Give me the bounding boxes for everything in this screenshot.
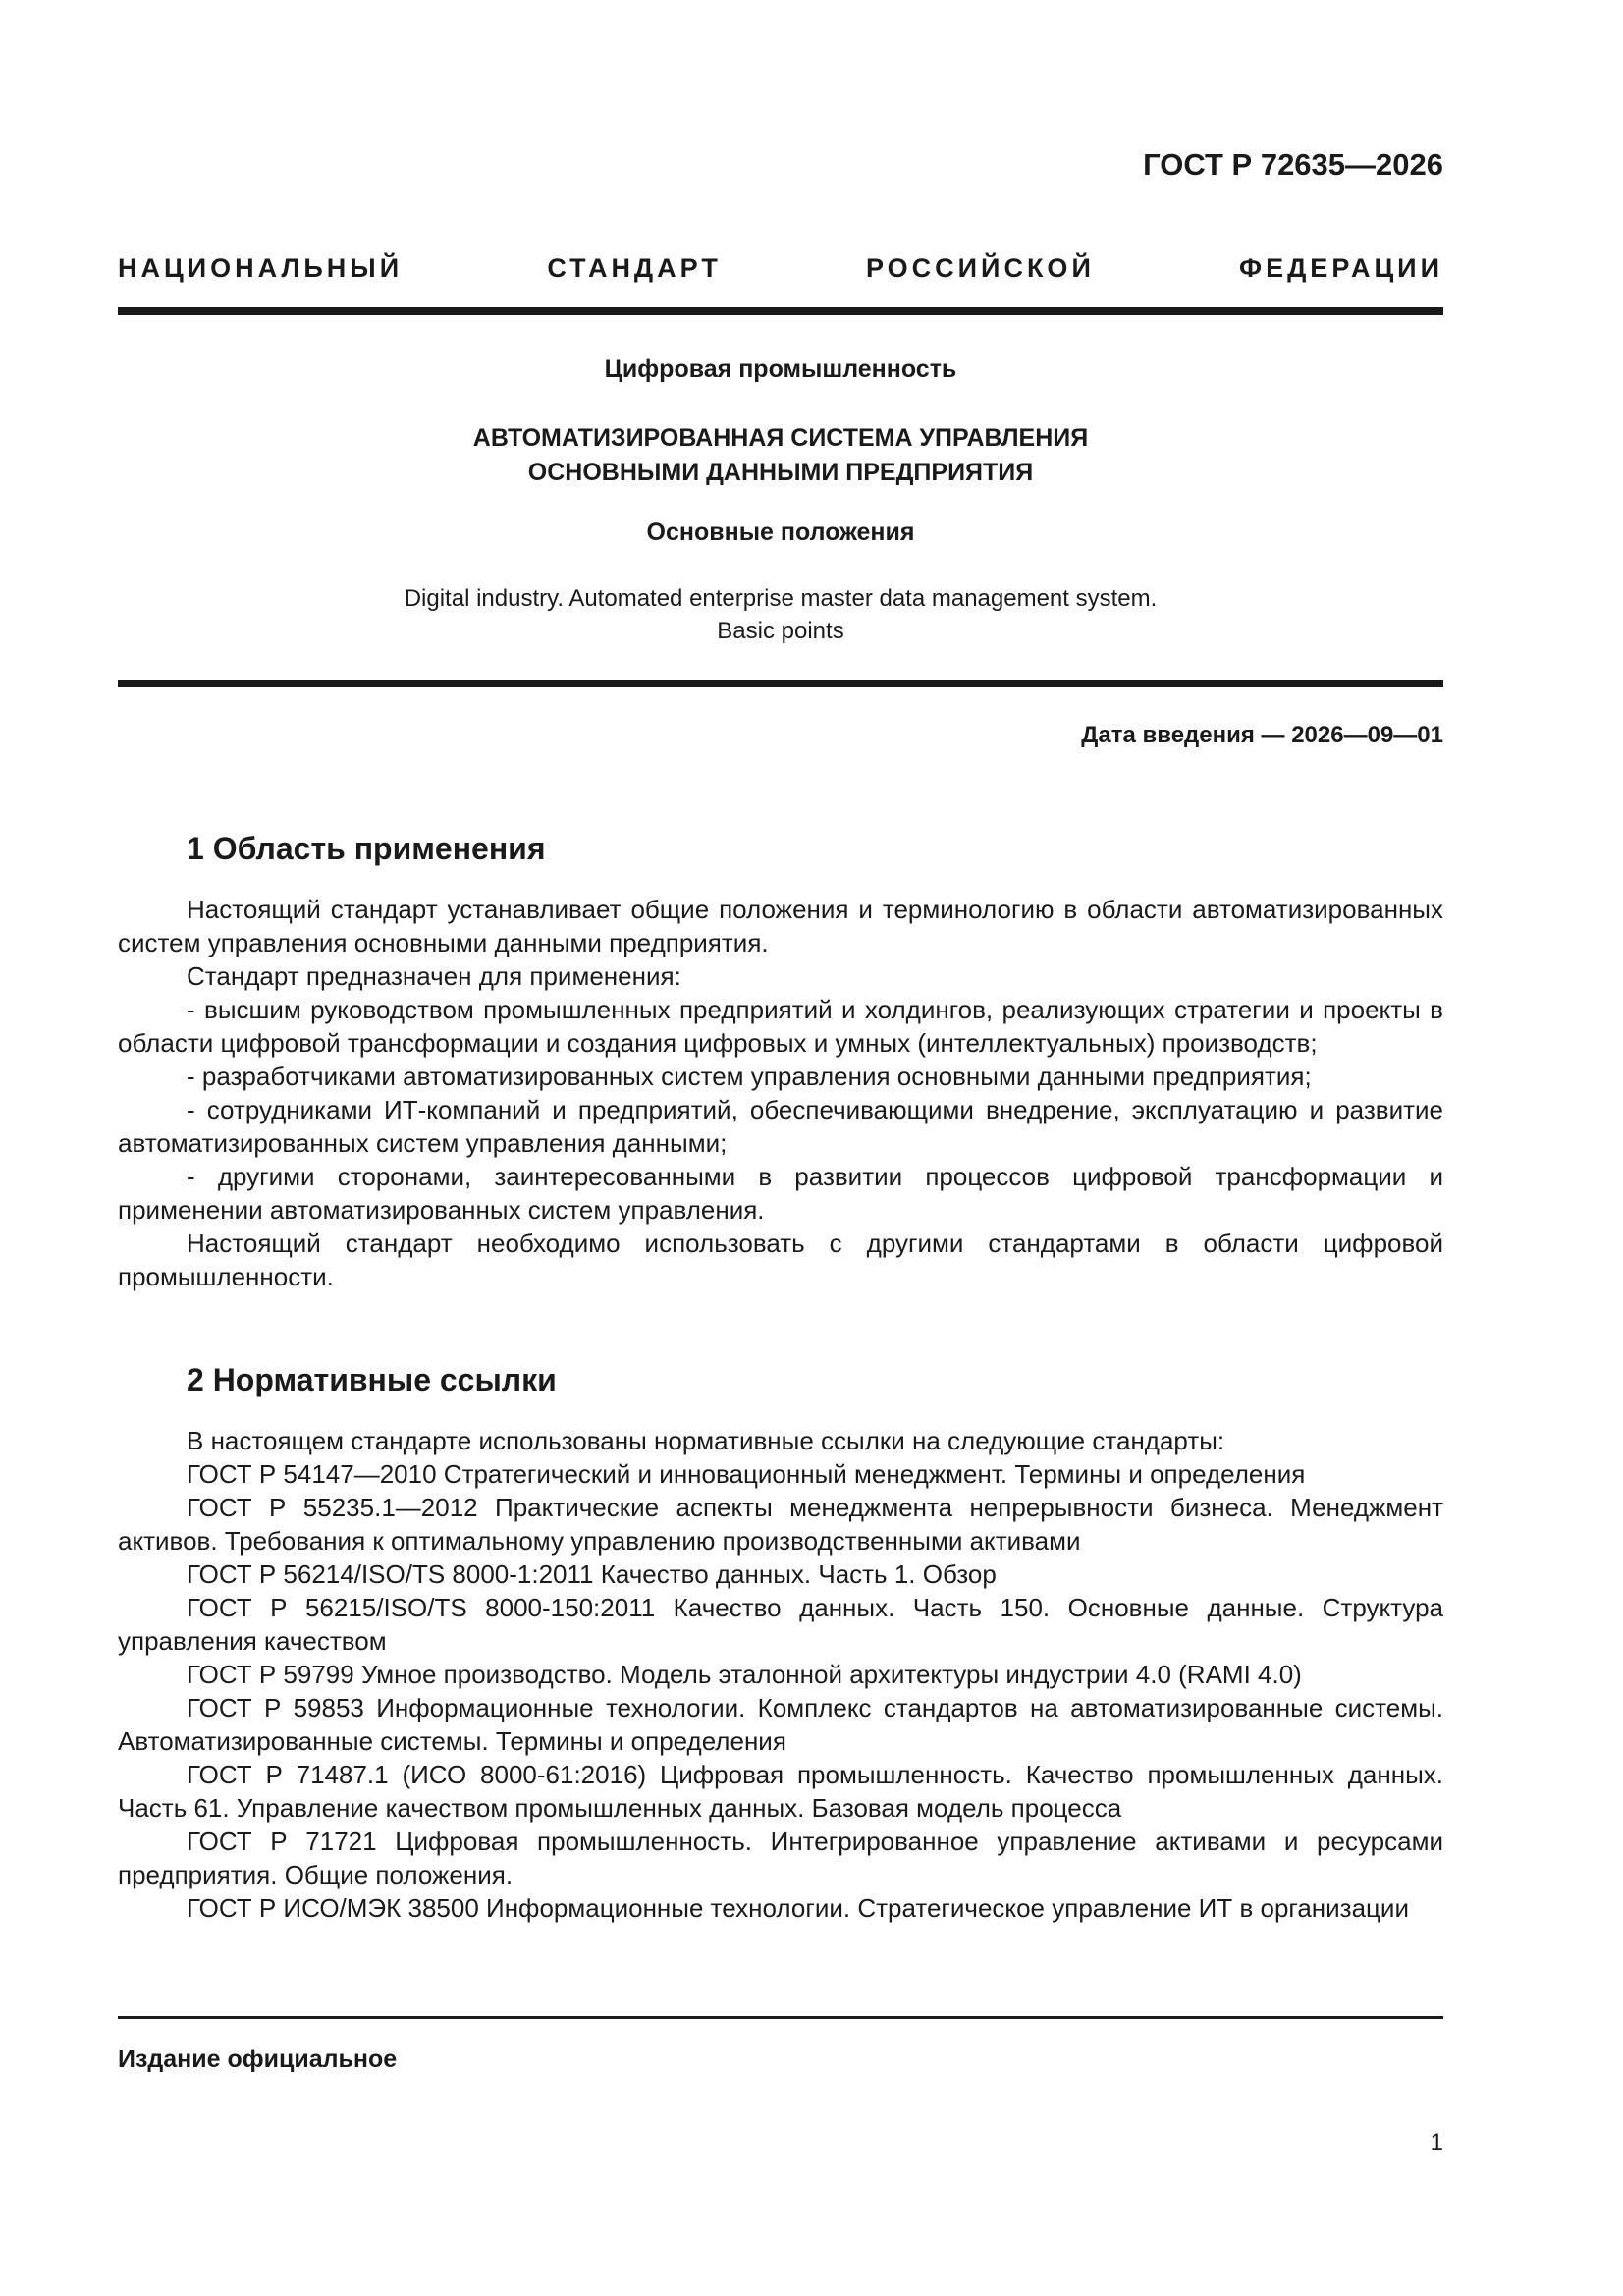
introduction-date: Дата введения — 2026—09—01 bbox=[1081, 722, 1443, 748]
section-1-list-item: - высшим руководством промышленных предприятий и холдингов, реализующих стратегии и проекты в области цифровой трансформации и создания цифровых и умных (интеллектуальных) производств; bbox=[118, 995, 1443, 1058]
footer-rule bbox=[118, 2016, 1443, 2019]
section-1-body bbox=[118, 893, 1443, 1293]
title-line-2: ОСНОВНЫМИ ДАННЫМИ ПРЕДПРИЯТИЯ bbox=[527, 459, 1034, 486]
section-2-heading: 2 Нормативные ссылки bbox=[187, 1362, 557, 1397]
section-2-body bbox=[118, 1424, 1443, 1925]
normative-reference: ГОСТ Р 71487.1 (ИСО 8000-61:2016) Цифровая промышленность. Качество промышленных данных. Часть 61. Управление качеством промышленных данных. Базовая модель процесса bbox=[118, 1760, 1443, 1823]
english-title-line-1: Digital industry. Automated enterprise master data management system. bbox=[404, 585, 1158, 612]
title-line-1: АВТОМАТИЗИРОВАННАЯ СИСТЕМА УПРАВЛЕНИЯ bbox=[472, 424, 1089, 452]
section-1-paragraph: Настоящий стандарт необходимо использовать с другими стандартами в области цифровой промышленности. bbox=[118, 1229, 1443, 1291]
normative-reference: ГОСТ Р 55235.1—2012 Практические аспекты менеджмента непрерывности бизнеса. Менеджмент активов. Требования к оптимальному управлению производственными активами bbox=[118, 1493, 1443, 1556]
normative-reference: ГОСТ Р 56214/ISO/TS 8000-1:2011 Качество данных. Часть 1. Обзор bbox=[187, 1559, 997, 1589]
normative-reference: ГОСТ Р ИСО/МЭК 38500 Информационные технологии. Стратегическое управление ИТ в организации bbox=[187, 1893, 1409, 1923]
title-bottom-rule bbox=[118, 680, 1443, 687]
section-1-paragraph: Стандарт предназначен для применения: bbox=[187, 961, 681, 991]
section-1-list-item: - сотрудниками ИТ-компаний и предприятий, обеспечивающими внедрение, эксплуатацию и развитие автоматизированных систем управления данными; bbox=[118, 1095, 1443, 1158]
standard-subtitle: Основные положения bbox=[646, 519, 915, 546]
section-1-list-item: - разработчиками автоматизированных систем управления основными данными предприятия; bbox=[187, 1062, 1312, 1091]
normative-reference: ГОСТ Р 54147—2010 Стратегический и инновационный менеджмент. Термины и определения bbox=[187, 1459, 1306, 1489]
page-number: 1 bbox=[1430, 2129, 1443, 2156]
section-2-paragraph: В настоящем стандарте использованы нормативные ссылки на следующие стандарты: bbox=[187, 1426, 1225, 1455]
top-rule bbox=[118, 307, 1443, 315]
section-1-list-item: - другими сторонами, заинтересованными в развитии процессов цифровой трансформации и применении автоматизированных систем управления. bbox=[118, 1162, 1443, 1225]
normative-reference: ГОСТ Р 71721 Цифровая промышленность. Интегрированное управление активами и ресурсами предприятия. Общие положения. bbox=[118, 1827, 1443, 1889]
section-1-heading: 1 Область применения bbox=[187, 831, 546, 866]
normative-reference: ГОСТ Р 59799 Умное производство. Модель эталонной архитектуры индустрии 4.0 (RAMI 4.0) bbox=[187, 1660, 1302, 1689]
english-title bbox=[118, 582, 1443, 647]
normative-reference: ГОСТ Р 59853 Информационные технологии. Комплекс стандартов на автоматизированные системы. Автоматизированные системы. Термины и определения bbox=[118, 1693, 1443, 1756]
standard-code: ГОСТ Р 72635—2026 bbox=[1143, 147, 1443, 182]
section-1-paragraph: Настоящий стандарт устанавливает общие положения и терминологию в области автоматизированных систем управления основными данными предприятия. bbox=[118, 895, 1443, 957]
english-title-line-2: Basic points bbox=[717, 618, 844, 644]
standard-title bbox=[118, 421, 1443, 490]
standard-series: Цифровая промышленность bbox=[604, 355, 957, 383]
official-edition-label: Издание официальное bbox=[118, 2046, 398, 2073]
normative-reference: ГОСТ Р 56215/ISO/TS 8000-150:2011 Качество данных. Часть 150. Основные данные. Структура управления качеством bbox=[118, 1593, 1443, 1656]
national-standard-banner: НАЦИОНАЛЬНЫЙ СТАНДАРТ РОССИЙСКОЙ ФЕДЕРАЦИИ bbox=[118, 253, 1443, 283]
